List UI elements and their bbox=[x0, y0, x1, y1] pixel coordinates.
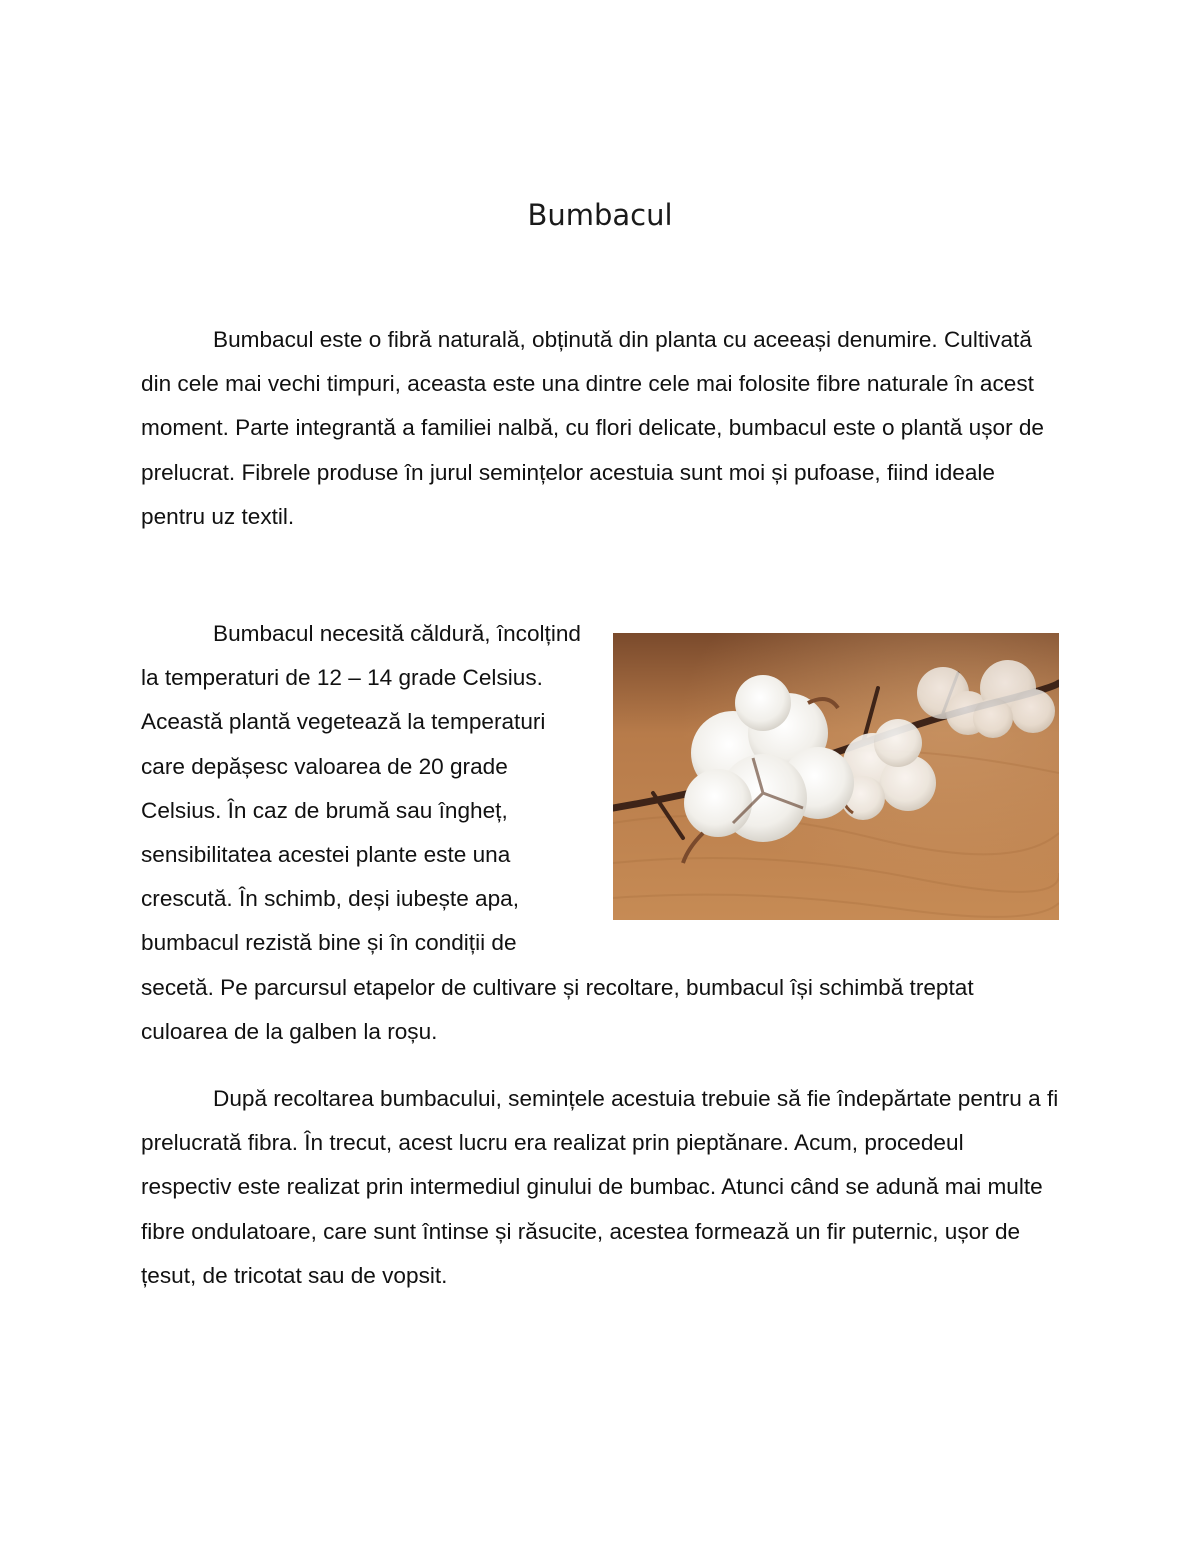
paragraph-1: Bumbacul este o fibră naturală, obținută din planta cu aceeași denumire. Cultivată din cele mai vechi timpuri, aceasta este una dintre cele mai folosite fibre naturale în acest moment. Parte integrantă a familiei nalbă, cu flori delicate, bumbacul este o plantă ușor de prelucrat. Fibrele produse în jurul semințelor acestuia sunt moi și pufoase, fiind ideale pentru uz textil. bbox=[141, 327, 1044, 529]
paragraph-1-block bbox=[141, 318, 1059, 539]
cotton-photo bbox=[613, 633, 1059, 920]
paragraph-2: Bumbacul necesită căldură, încolțind la temperaturi de 12 – 14 grade Celsius. Această plantă vegetează la temperaturi care depășesc valoarea de 20 grade Celsius. În caz de brumă sau îngheț, sensibilitatea acestei plante este una crescută. În schimb, deși iubește apa, bumbacul rezistă bine și în condiții de secetă. Pe parcursul etapelor de cultivare și recoltare, bumbacul își schimbă treptat culoarea de la galben la roșu. bbox=[141, 621, 974, 1044]
paragraph-3-block bbox=[141, 1077, 1059, 1298]
paragraph-3: După recoltarea bumbacului, semințele acestuia trebuie să fie îndepărtate pentru a fi prelucrată fibra. În trecut, acest lucru era realizat prin pieptănare. Acum, procedeul respectiv este realizat prin intermediul ginului de bumbac. Atunci când se adună mai multe fibre ondulatoare, care sunt întinse și răsucite, acestea formează un fir puternic, ușor de țesut, de tricotat sau de vopsit. bbox=[141, 1086, 1059, 1288]
paragraph-2-block bbox=[141, 612, 1059, 1054]
document-title: Bumbacul bbox=[527, 198, 673, 232]
